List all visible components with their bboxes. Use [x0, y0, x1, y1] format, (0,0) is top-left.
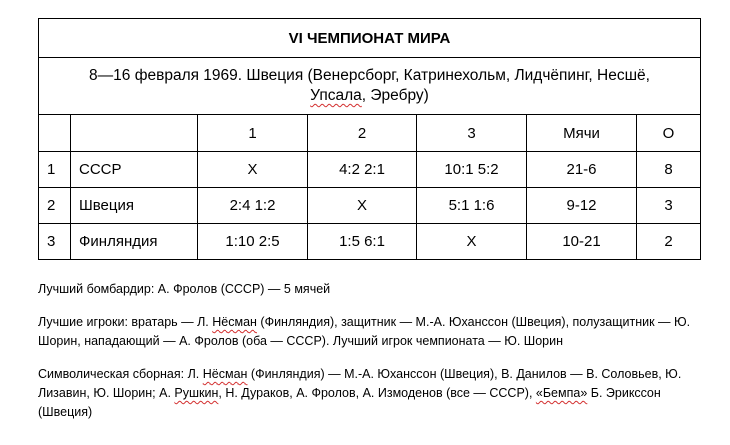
row-game-3: X [417, 224, 527, 260]
subtitle-text: 8—16 февраля 1969. Швеция (Венерсборг, Катринехольм, Лидчёпинг, Несшё, [89, 67, 650, 84]
table-title: VI ЧЕМПИОНАТ МИРА [39, 19, 701, 58]
spell-flag-nesman: Нёсман [202, 367, 248, 381]
notes-section [38, 280, 708, 436]
best-players-note [38, 313, 708, 351]
row-game-2: X [308, 188, 417, 224]
row-game-3: 5:1 1:6 [417, 188, 527, 224]
row-goals: 10-21 [527, 224, 637, 260]
header-num [39, 115, 71, 152]
table-row [39, 152, 701, 188]
best-players-text: Лучшие игроки: вратарь — Л. [38, 315, 213, 329]
row-team: Швеция [71, 188, 198, 224]
title-row [39, 19, 701, 58]
table-row [39, 188, 701, 224]
all-star-text-b: (Финляндия) — М.-А. Юханссон (Швеция), В. Данилов — В. Соловьев, Ю. Лизавин, Ю. Шорин; А. [38, 367, 682, 400]
row-goals: 9-12 [527, 188, 637, 224]
all-star-team-note [38, 365, 708, 422]
all-star-text-a: Символическая сборная: Л. [38, 367, 203, 381]
header-goals: Мячи [527, 115, 637, 152]
subtitle-text-end: , Эребру) [361, 87, 429, 104]
table-subtitle [39, 58, 701, 115]
row-game-1: X [198, 152, 308, 188]
spell-flag-nesman: Нёсман [212, 315, 257, 329]
row-game-3: 10:1 5:2 [417, 152, 527, 188]
subtitle-upsala: Упсала [310, 87, 362, 104]
row-num: 3 [39, 224, 71, 260]
header-game-1: 1 [198, 115, 308, 152]
header-row [39, 115, 701, 152]
row-goals: 21-6 [527, 152, 637, 188]
best-players-text-end: (Финляндия), защитник — М.-А. Юханссон (Швеция), полузащитник — Ю. Шорин, нападающий — А. Фролов (оба — СССР). Лучший игрок чемпионата — Ю. Шорин [38, 315, 691, 348]
row-points: 3 [637, 188, 701, 224]
row-points: 8 [637, 152, 701, 188]
subtitle-row [39, 58, 701, 115]
all-star-text-c: , Н. Дураков, А. Фролов, А. Измоденов (все — СССР), [218, 386, 536, 400]
header-team [71, 115, 198, 152]
row-num: 2 [39, 188, 71, 224]
row-game-2: 4:2 2:1 [308, 152, 417, 188]
row-num: 1 [39, 152, 71, 188]
all-star-text-d: Б. Эриксcон (Швеция) [38, 386, 661, 419]
spell-flag-rushkin: Рушкин [174, 386, 219, 400]
row-game-1: 1:10 2:5 [198, 224, 308, 260]
row-game-1: 2:4 1:2 [198, 188, 308, 224]
top-scorer-note: Лучший бомбардир: А. Фролов (СССР) — 5 мячей [38, 282, 331, 296]
row-team: СССР [71, 152, 198, 188]
header-points: О [637, 115, 701, 152]
row-team: Финляндия [71, 224, 198, 260]
row-points: 2 [637, 224, 701, 260]
table-row [39, 224, 701, 260]
row-game-2: 1:5 6:1 [308, 224, 417, 260]
spell-flag-bempa: «Бемпа» [535, 386, 588, 400]
header-game-2: 2 [308, 115, 417, 152]
results-table [38, 18, 701, 260]
header-game-3: 3 [417, 115, 527, 152]
